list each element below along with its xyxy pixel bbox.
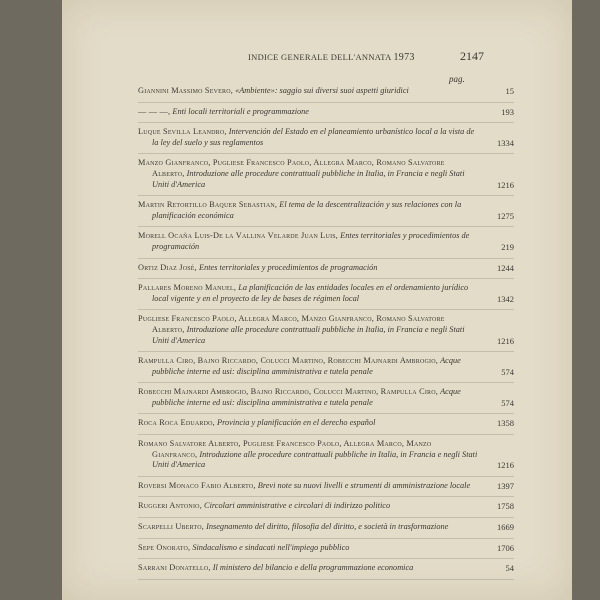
document-page [62,0,572,600]
entry-text [138,481,478,492]
entry-divider [138,102,514,103]
index-entries [138,86,514,584]
entry-text [138,314,478,346]
index-entry [138,439,514,471]
entry-page-number: 1216 [497,335,514,346]
entry-author: Roca Roca Eduardo, [138,418,215,428]
entry-author: Morell Ocaña Luis-De la Vallina Velarde Juan Luis, [138,231,339,241]
entry-text [138,107,478,118]
entry-divider [138,309,514,310]
entry-page-number: 1706 [497,542,514,553]
entry-divider [138,226,514,227]
entry-text [138,387,478,408]
entry-author: — — —, [138,106,171,116]
entry-title: Provincia y planificación en el derecho español [217,418,376,428]
entry-text [138,127,478,148]
index-entry [138,158,514,190]
entry-author: Luque Sevilla Leandro, [138,127,227,137]
entry-page-number: 574 [501,366,514,377]
index-entry [138,522,514,533]
entry-divider [138,496,514,497]
index-entry [138,283,514,304]
entry-author: Martin Retortillo Baquer Sebastian, [138,200,278,210]
entry-divider [138,558,514,559]
index-entry [138,231,514,252]
entry-title: Acque pubbliche interne ed usi: disciplina amministrativa e tutela penale [152,387,461,407]
entry-title: Introduzione alle procedure contrattuali pubbliche in Italia, in Francia e negli Stati Uniti d'America [152,449,478,470]
entry-page-number: 1334 [497,137,514,148]
entry-author: Sarrani Donatello, [138,563,211,573]
entry-text [138,356,478,377]
entry-title: Circolari amministrative e circolari di indirizzo politico [204,501,391,511]
index-entry [138,200,514,221]
entry-divider [138,122,514,123]
entry-divider [138,258,514,259]
entry-divider [138,195,514,196]
header-title-text: INDICE GENERALE DELL'ANNATA [248,52,392,62]
entry-text [138,231,478,252]
entry-author: Giannini Massimo Severo, [138,86,234,95]
entry-title: Il ministero del bilancio e della programmazione economica [212,563,414,573]
entry-page-number: 1342 [497,293,514,304]
entry-title: El tema de la descentralización y sus relaciones con la planificación económica [152,200,462,220]
entry-text [138,200,478,221]
index-entry [138,418,514,429]
index-entry [138,501,514,512]
entry-author: Ruggeri Antonio, [138,501,202,511]
entry-text [138,563,478,574]
entry-page-number: 1758 [497,501,514,512]
index-entry [138,387,514,408]
entry-page-number: 1669 [497,522,514,533]
entry-title: «Ambiente»: saggio sui diversi suoi aspetti giuridici [235,86,409,95]
index-entry [138,543,514,554]
header-year: 1973 [393,52,415,63]
entry-page-number: 574 [501,397,514,408]
entry-title: Intervención del Estado en el planeamiento urbanístico local a la vista de la ley del suelo y sus reglamentos [152,127,475,147]
index-entry [138,356,514,377]
entry-title: La planificación de las entidades locales en el ordenamiento jurídico local vigente y en el proyecto de ley de bases de régimen local [152,283,469,303]
entry-title: Introduzione alle procedure contrattuali pubbliche in Italia, in Francia e negli Stati Uniti d'America [152,168,465,189]
entry-page-number: 1358 [497,418,514,429]
entry-divider [138,476,514,477]
entry-text [138,158,478,190]
entry-divider [138,517,514,518]
entry-text [138,283,478,304]
entry-page-number: 1244 [497,262,514,273]
entry-title: Acque pubbliche interne ed usi: disciplina amministrativa e tutela penale [152,356,461,376]
entry-author: Romano Salvatore Alberto, Pugliese Francesco Paolo, Allegra Marco, Manzo Gianfranco, [138,439,432,459]
entry-page-number: 193 [501,106,514,117]
entry-text [138,543,478,554]
entry-author: Roversi Monaco Fabio Alberto, [138,480,256,490]
entry-title: Introduzione alle procedure contrattuali pubbliche in Italia, in Francia e negli Stati Uniti d'America [152,324,465,345]
entry-author: Sepe Onorato, [138,542,191,552]
entry-page-number: 1216 [497,179,514,190]
index-entry [138,481,514,492]
entry-divider [138,434,514,435]
entry-author: Robecchi Majnardi Ambrogio, Bajno Riccardo, Colucci Martino, Rampulla Ciro, [138,387,439,397]
entry-text [138,418,478,429]
entry-text [138,86,478,97]
entry-text [138,522,478,533]
entry-text [138,263,478,274]
entry-divider [138,351,514,352]
index-entry [138,107,514,118]
entry-page-number: 1216 [497,460,514,471]
entry-page-number: 1275 [497,210,514,221]
entry-title: Brevi note su nuovi livelli e strumenti di amministrazione locale [257,480,471,490]
entry-author: Scarpelli Uberto, [138,522,205,532]
index-entry [138,314,514,346]
index-entry [138,127,514,148]
entry-author: Rampulla Ciro, Bajno Riccardo, Colucci Martino, Robecchi Majnardi Ambrogio, [138,356,439,366]
entry-divider [138,278,514,279]
header-page-number: 2147 [460,49,484,63]
entry-author: Manzo Gianfranco, Pugliese Francesco Paolo, Allegra Marco, Romano Salvatore Alberto, [138,158,445,178]
index-entry [138,86,514,97]
entry-divider [138,153,514,154]
entry-author: Ortiz Diaz José, [138,262,197,272]
index-entry [138,263,514,274]
entry-divider [138,538,514,539]
entry-author: Pugliese Francesco Paolo, Allegra Marco, Manzo Gianfranco, Romano Salvatore Alberto, [138,314,445,334]
entry-page-number: 1397 [497,480,514,491]
entry-text [138,439,478,471]
entry-page-number: 219 [501,241,514,252]
entry-title: Entes territoriales y procedimientos de programación [199,262,378,272]
pag-label: pag. [449,74,465,84]
header-title [248,52,415,63]
entry-author: Pallares Moreno Manuel, [138,283,237,293]
entry-page-number: 54 [505,563,514,574]
entry-title: Sindacalismo e sindacati nell'impiego pubblico [192,542,350,552]
running-header [62,48,572,68]
entry-divider [138,413,514,414]
entry-title: Enti locali territoriali e programmazione [172,106,309,116]
entry-divider [138,579,514,580]
entry-page-number: 15 [505,86,514,96]
index-entry [138,563,514,574]
entry-title: Entes territoriales y procedimientos de programación [152,231,470,251]
entry-divider [138,382,514,383]
entry-title: Insegnamento del diritto, filosofia del diritto, e società in trasformazione [206,522,449,532]
entry-text [138,501,478,512]
